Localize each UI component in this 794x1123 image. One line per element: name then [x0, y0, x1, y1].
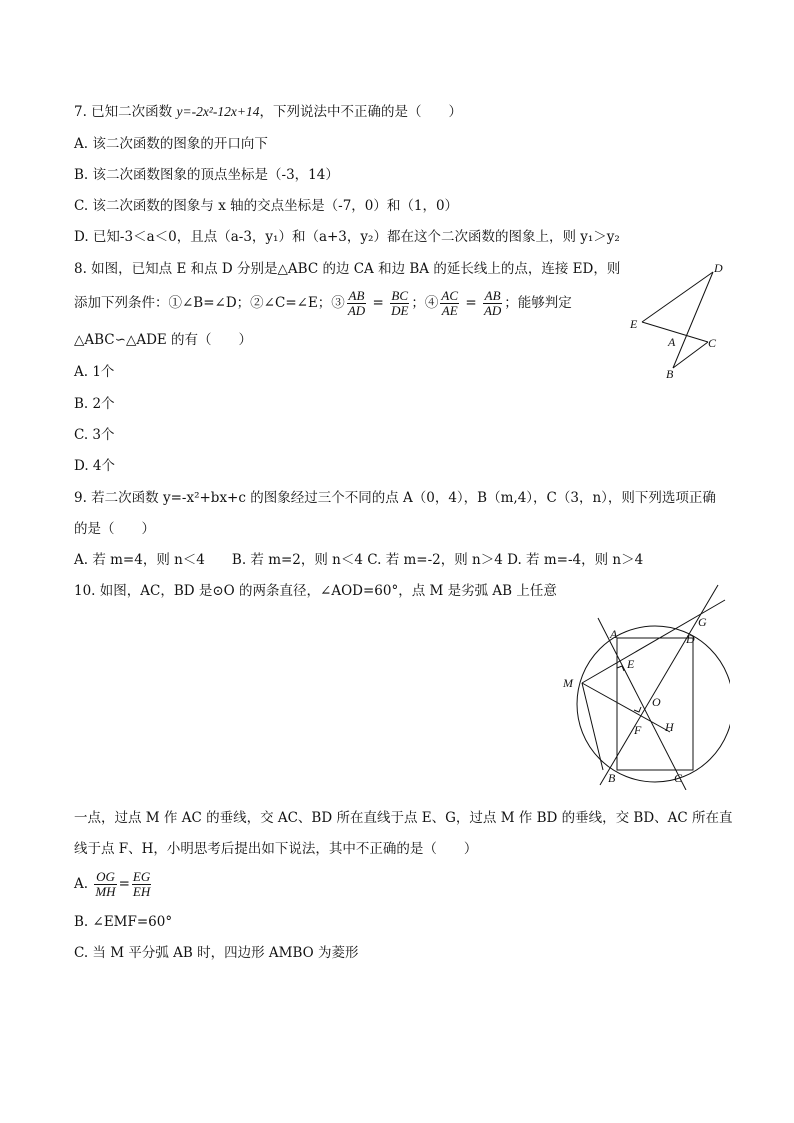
- q8-stem-line2: 添加下列条件：①∠B=∠D；②∠C=∠E；③ $\frac{AB}{AD}$ = $\frac{BC}{DE}$ ；④ $\frac{AC}{AE}$ = $\frac{AB}{AD}$ ；能够判定: [74, 288, 572, 318]
- q10-option-c: C. 当 M 平分弧 AB 时，四边形 AMBO 为菱形: [74, 945, 359, 961]
- q10-fraction-og-mh: $\frac{OG}{MH}$: [95, 869, 116, 899]
- q8-triangle-figure: [620, 258, 730, 383]
- label-E: E: [630, 317, 638, 331]
- q9-options: A. 若 m=4，则 n＜4 B. 若 m=2，则 n＜4 C. 若 m=-2，则 n＞4 D. 若 m=-4，则 n＞4: [74, 552, 644, 568]
- q7-option-a: A. 该二次函数的图象的开口向下: [74, 136, 268, 152]
- q10-stem-line2: 一点，过点 M 作 AC 的垂线，交 AC、BD 所在直线于点 E、G，过点 M 作 BD 的垂线，交 BD、AC 所在直: [74, 810, 733, 826]
- label-B: B: [666, 367, 674, 381]
- q8-stem-line3: △ABC∽△ADE 的有（ ）: [74, 332, 253, 348]
- q8-stem-line1: 8. 如图，已知点 E 和点 D 分别是△ABC 的边 CA 和边 BA 的延长线上的点，连接 ED，则: [74, 261, 621, 277]
- q7-option-c: C. 该二次函数的图象与 x 轴的交点坐标是（-7，0）和（1，0）: [74, 198, 459, 214]
- q7-stem: 7. 已知二次函数 y=-2x²-12x+14，下列说法中不正确的是（ ）: [74, 104, 462, 120]
- q7-option-d: D. 已知-3＜a＜0，且点（a-3，y₁）和（a+3，y₂）都在这个二次函数的图象上，则 y₁＞y₂: [74, 229, 620, 245]
- label-H: H: [665, 720, 674, 734]
- label-C: C: [674, 771, 683, 785]
- label-O: O: [652, 695, 661, 709]
- q8-fraction-3: $\frac{AC}{AE}$: [441, 288, 459, 318]
- line-MB: [582, 683, 603, 770]
- right-angle-F: [634, 707, 641, 712]
- q8-fraction-2: $\frac{BC}{DE}$: [391, 288, 409, 318]
- q8-option-d: D. 4个: [74, 458, 116, 474]
- q8-option-c: C. 3个: [74, 427, 115, 443]
- label-A: A: [610, 627, 618, 641]
- q10-stem-line3: 线于点 F、H，小明思考后提出如下说法，其中不正确的是（ ）: [74, 841, 478, 857]
- q8-fraction-4: $\frac{AB}{AD}$: [483, 288, 502, 318]
- q8-fraction-1: $\frac{AB}{AD}$: [347, 288, 366, 318]
- q8-option-b: B. 2个: [74, 396, 115, 412]
- q10-option-b: B. ∠EMF=60°: [74, 914, 173, 930]
- label-F: F: [634, 723, 642, 737]
- label-G: G: [698, 615, 707, 629]
- q8-option-a: A. 1个: [74, 364, 115, 380]
- q10-stem-line1: 10. 如图，AC，BD 是⊙O 的两条直径，∠AOD=60°，点 M 是劣弧 AB 上任意: [74, 583, 557, 599]
- line-AC: [598, 618, 686, 790]
- label-E: E: [627, 657, 635, 671]
- line-MG: [582, 600, 725, 683]
- label-B: B: [608, 771, 616, 785]
- label-D: D: [686, 632, 695, 646]
- label-D: D: [714, 261, 723, 275]
- q9-stem-line1: 9. 若二次函数 y=-x²+bx+c 的图象经过三个不同的点 A（0，4），B（m,4），C（3，n），则下列选项正确: [74, 490, 716, 506]
- label-C: C: [708, 336, 717, 350]
- q7-option-b: B. 该二次函数图象的顶点坐标是（-3，14）: [74, 167, 339, 183]
- label-M: M: [563, 676, 573, 690]
- q10-circle-figure: [560, 580, 730, 790]
- q10-option-a: A. $\frac{OG}{MH}$ = $\frac{EG}{EH}$: [74, 869, 151, 899]
- label-A: A: [668, 335, 676, 349]
- q10-fraction-eg-eh: $\frac{EG}{EH}$: [132, 869, 151, 899]
- q9-stem-line2: 的是（ ）: [74, 521, 155, 537]
